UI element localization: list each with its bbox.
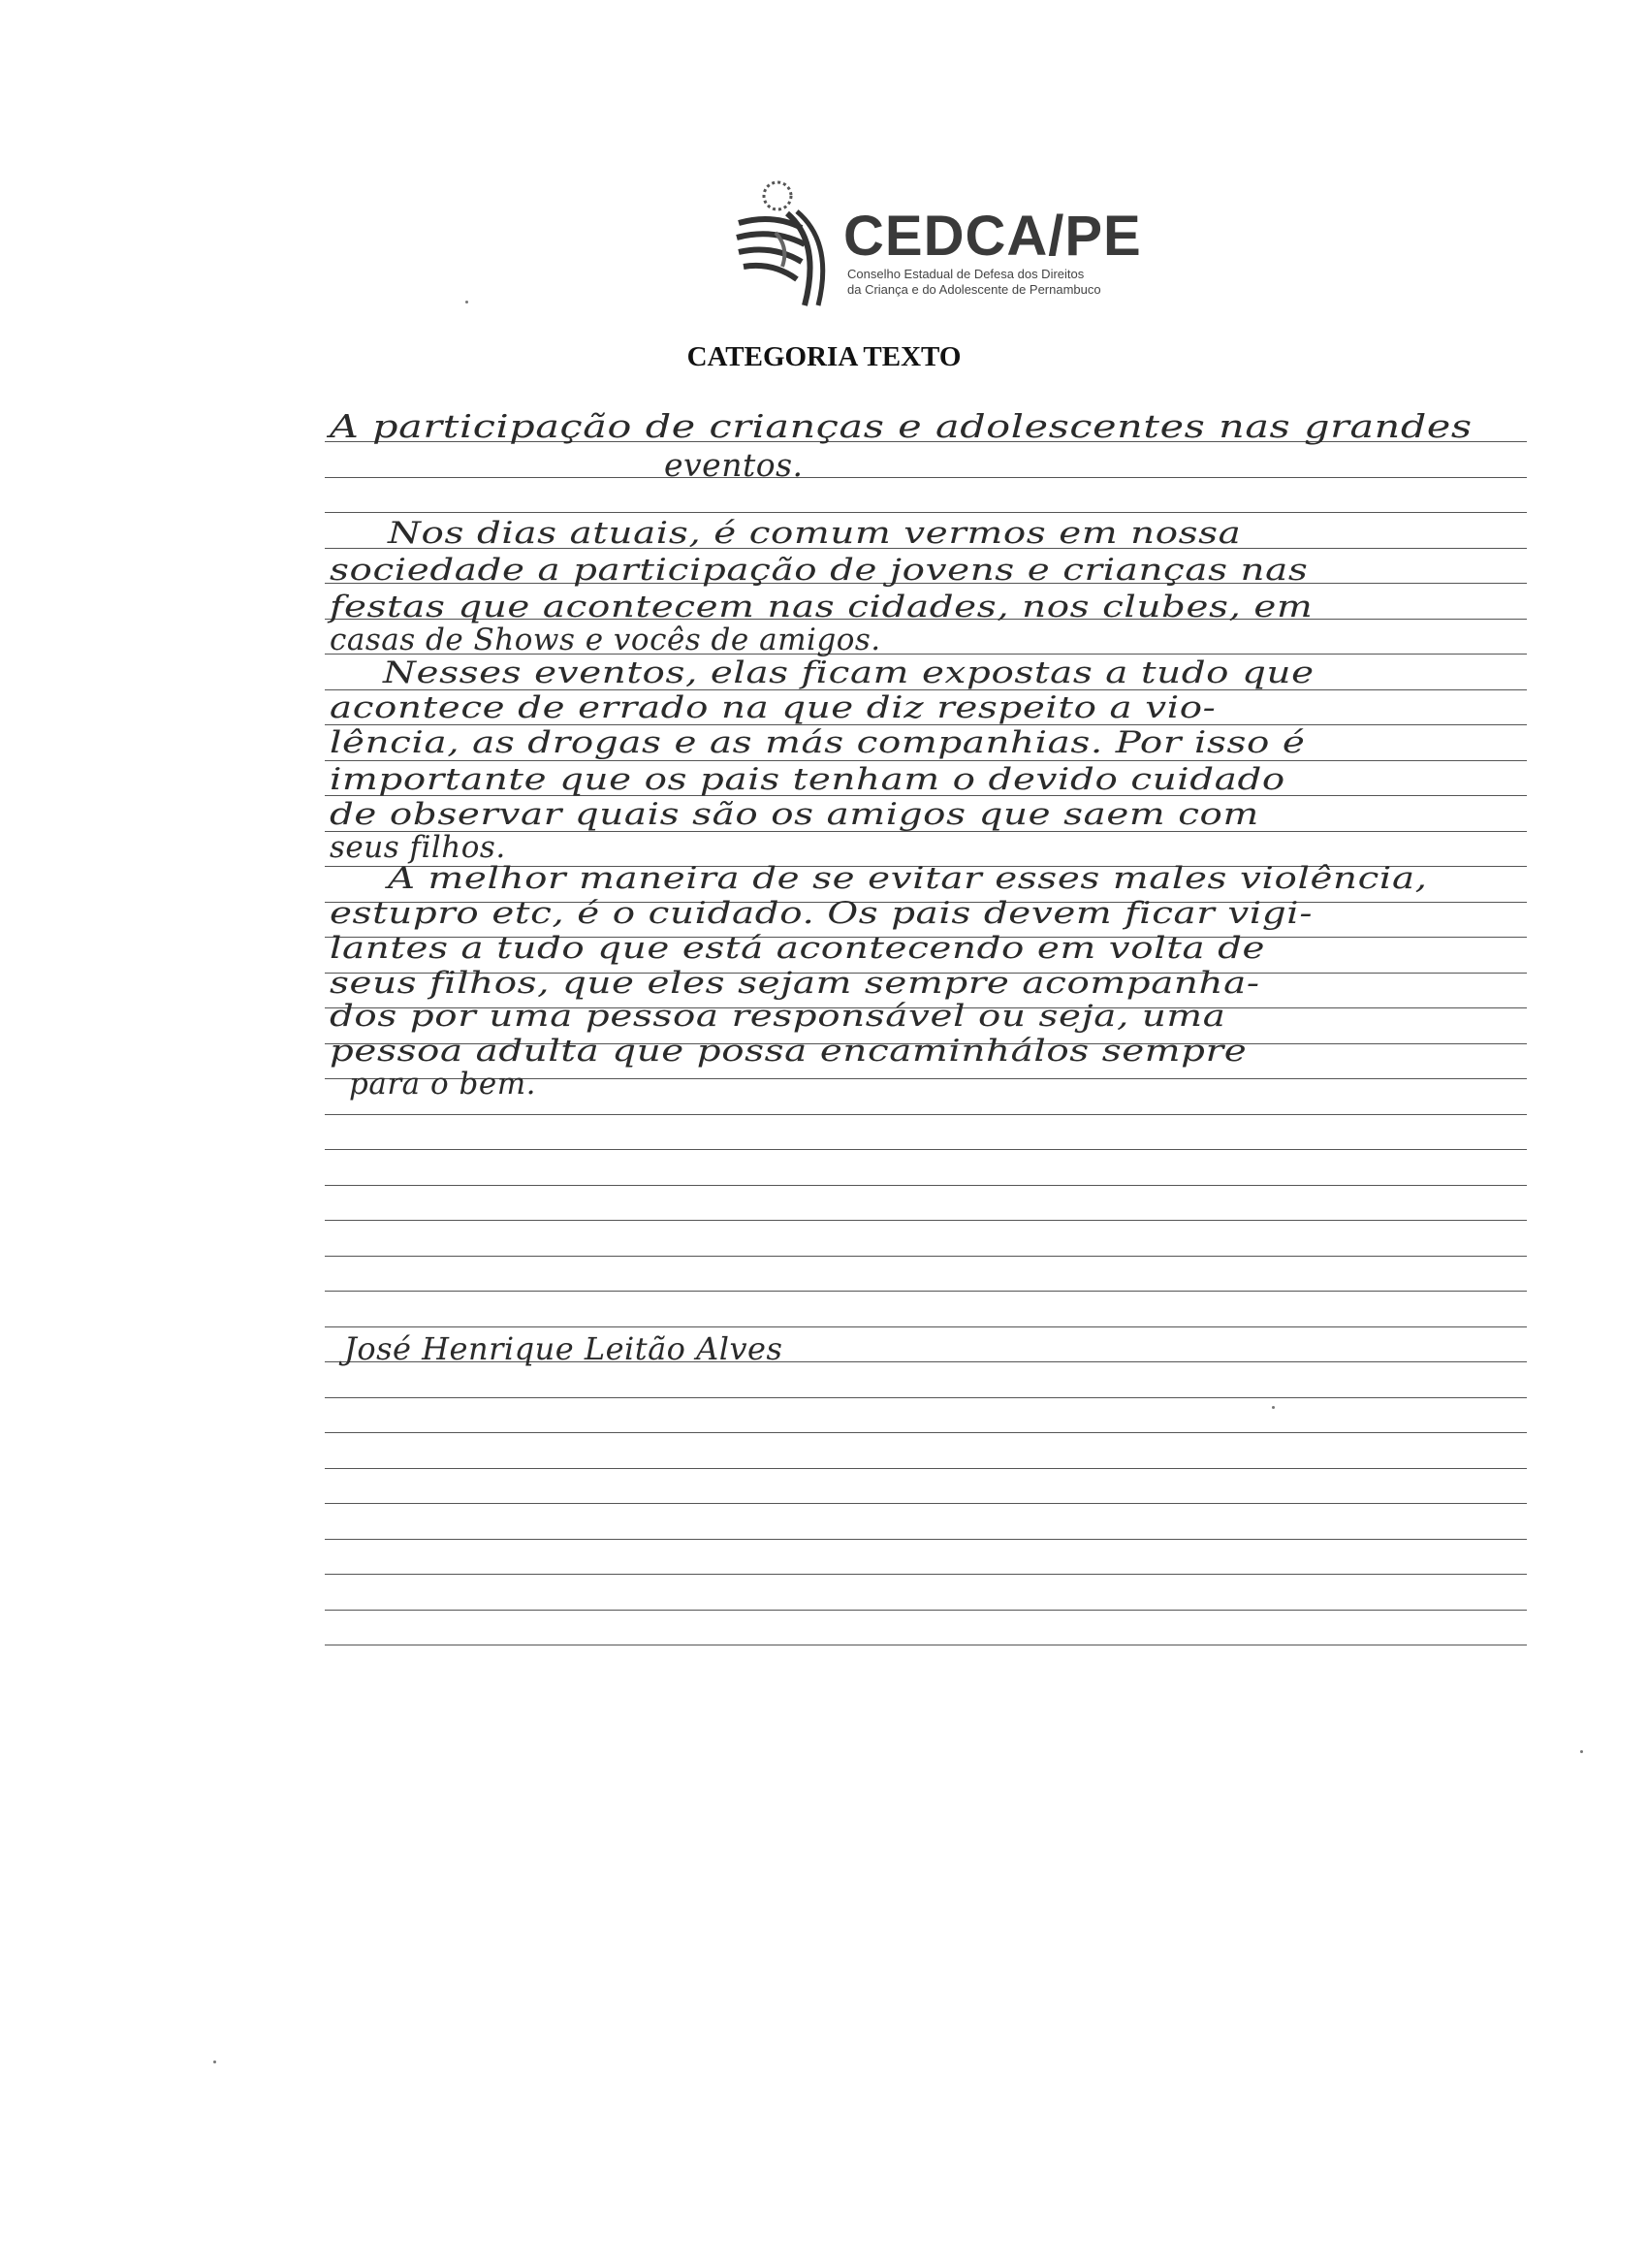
essay-body-line: estupro etc, é o cuidado. Os pais devem ficar vigi- — [330, 896, 1314, 931]
ruled-line — [325, 1291, 1527, 1292]
essay-body-line: sociedade a participação de jovens e crianças nas — [330, 553, 1309, 588]
essay-body-line: importante que os pais tenham o devido cuidado — [330, 762, 1285, 797]
org-full-name-line2: da Criança e do Adolescente de Pernambuco — [847, 282, 1101, 297]
ruled-line — [325, 1114, 1527, 1115]
ruled-line — [325, 512, 1527, 513]
essay-body-line: pessoa adulta que possa encaminhálos sempre — [330, 1034, 1248, 1069]
essay-body-line: lência, as drogas e as más companhias. Por isso é — [330, 725, 1306, 760]
essay-body-line: para o bem. — [349, 1067, 536, 1102]
essay-body-line: Nos dias atuais, é comum vermos em nossa — [388, 516, 1242, 551]
ruled-line — [325, 1503, 1527, 1504]
scan-speck — [213, 2060, 216, 2063]
ruled-line — [325, 1220, 1527, 1221]
ruled-line — [325, 477, 1527, 478]
category-heading: CATEGORIA TEXTO — [686, 341, 962, 372]
ruled-line — [325, 1326, 1527, 1327]
ruled-lines — [325, 0, 1527, 2268]
ruled-line — [325, 1610, 1527, 1611]
ruled-line — [325, 1432, 1527, 1433]
essay-body-line: Nesses eventos, elas ficam expostas a tudo que — [383, 655, 1315, 690]
essay-title-line: eventos. — [664, 446, 804, 484]
org-full-name-line1: Conselho Estadual de Defesa dos Direitos — [847, 267, 1085, 281]
scan-speck — [465, 301, 468, 303]
essay-body-line: A melhor maneira de se evitar esses males violência, — [388, 861, 1428, 896]
ruled-line — [325, 1185, 1527, 1186]
ruled-line — [325, 1397, 1527, 1398]
essay-body-line: de observar quais são os amigos que saem com — [330, 797, 1259, 832]
ruled-line — [325, 1468, 1527, 1469]
essay-body-line: seus filhos, que eles sejam sempre acompanha- — [330, 966, 1260, 1001]
ruled-line — [325, 1256, 1527, 1257]
essay-body-line: seus filhos. — [330, 830, 506, 865]
author-signature: José Henrique Leitão Alves — [344, 1330, 783, 1367]
ruled-line — [325, 1574, 1527, 1575]
scan-speck — [1272, 1406, 1275, 1409]
scan-speck — [1580, 1750, 1583, 1753]
ruled-line — [325, 1539, 1527, 1540]
essay-body-line: lantes a tudo que está acontecendo em volta de — [330, 931, 1266, 966]
essay-title-line: A participação de crianças e adolescentes nas grandes — [330, 407, 1473, 445]
ruled-line — [325, 1149, 1527, 1150]
essay-body-line: dos por uma pessoa responsável ou seja, uma — [330, 999, 1226, 1034]
org-name: CEDCA/PE — [843, 205, 1142, 268]
essay-body-line: acontece de errado na que diz respeito a vio- — [330, 690, 1217, 725]
essay-body-line: festas que acontecem nas cidades, nos clubes, em — [330, 590, 1314, 624]
essay-body-line: casas de Shows e vocês de amigos. — [330, 623, 881, 657]
